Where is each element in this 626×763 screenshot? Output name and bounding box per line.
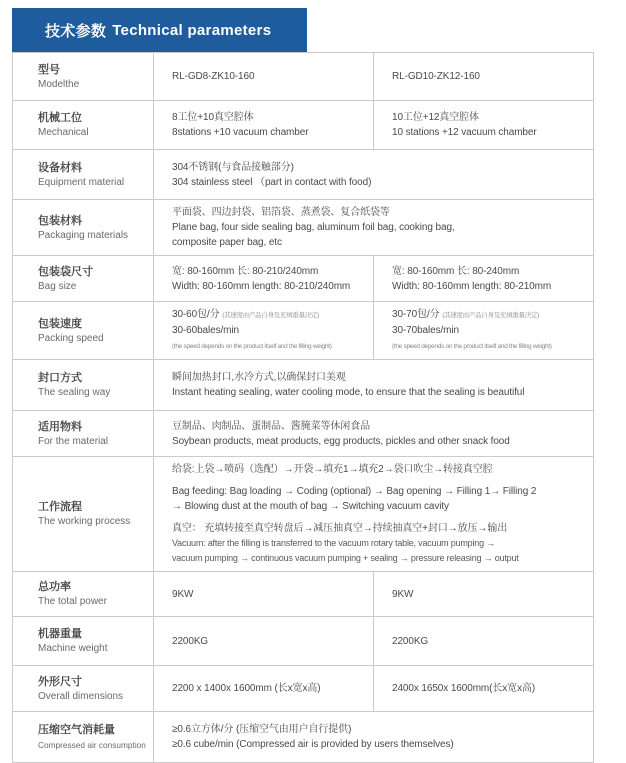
row-label <box>13 666 153 711</box>
row-label-cn: 外形尺寸 <box>38 675 82 688</box>
value-line: 9KW <box>392 588 414 600</box>
row-label <box>13 302 153 359</box>
section-header <box>12 8 307 52</box>
row-label-en: Modelthe <box>38 78 80 90</box>
table-row <box>13 199 593 255</box>
row-value-cell <box>153 302 373 359</box>
value-line: 30-70bales/min <box>392 325 459 336</box>
table-row <box>13 301 593 359</box>
table-row <box>13 711 593 762</box>
row-value-cell <box>153 101 373 149</box>
row-label-en: Packing speed <box>38 332 104 344</box>
table-row <box>13 359 593 410</box>
table-row <box>13 255 593 301</box>
value-line: 豆制品、肉制品、蛋制品、酱腌菜等休闲食品 <box>172 420 370 432</box>
row-value-cell <box>153 712 593 762</box>
row-value-cell <box>153 572 373 616</box>
row-label-cn: 总功率 <box>38 581 71 593</box>
value-line: vacuum pumping → continuous vacuum pumping + sealing → pressure releasing → output <box>172 553 519 563</box>
value-line: 30-60包/分 (其速度由产品自身及充填重量决定) <box>172 309 319 320</box>
value-line: 304 stainless steel （part in contact with food) <box>172 176 372 188</box>
row-value-cell <box>373 101 593 149</box>
value-line: 2200KG <box>172 635 209 647</box>
value-line: Width: 80-160mm length: 80-210mm <box>392 280 552 292</box>
value-line: 304不锈钢(与食品接触部分) <box>172 161 294 173</box>
row-label-cn: 包装袋尺寸 <box>38 265 93 278</box>
value-line: 8stations +10 vacuum chamber <box>172 127 309 138</box>
row-label <box>13 256 153 301</box>
row-value-cell <box>373 572 593 616</box>
table-row <box>13 149 593 199</box>
value-line: 30-60bales/min <box>172 325 239 336</box>
value-line: 宽: 80-160mm 长: 80-240mm <box>392 265 520 277</box>
row-label <box>13 712 153 762</box>
row-label-cn: 机器重量 <box>38 628 82 640</box>
row-label-en: Machine weight <box>38 643 108 654</box>
row-label <box>13 617 153 665</box>
row-label-cn: 型号 <box>38 63 60 76</box>
value-line: 10 stations +12 vacuum chamber <box>392 127 537 138</box>
row-value-cell <box>153 666 373 711</box>
value-line: 8工位+10真空腔体 <box>172 112 254 123</box>
row-value-cell <box>373 617 593 665</box>
row-label-cn: 机械工位 <box>38 112 82 124</box>
value-line: 10工位+12真空腔体 <box>392 112 479 123</box>
value-line: RL-GD10-ZK12-160 <box>392 71 480 82</box>
table-row <box>13 456 593 571</box>
technical-parameters-table <box>12 52 594 763</box>
row-label <box>13 572 153 616</box>
row-label-cn: 包装速度 <box>38 317 82 330</box>
row-value-cell <box>373 53 593 100</box>
table-row <box>13 53 593 100</box>
row-value-cell <box>153 360 593 410</box>
row-value-cell <box>153 200 593 255</box>
table-row <box>13 665 593 711</box>
value-line: 2200KG <box>392 635 429 647</box>
row-label-en: Packaging materials <box>38 229 129 241</box>
table-row <box>13 616 593 665</box>
row-label <box>13 457 153 571</box>
value-line: (the speed depends on the product itself and the filling weight) <box>172 343 332 350</box>
section-title-en: Technical parameters <box>112 21 272 39</box>
row-label <box>13 101 153 149</box>
value-line: 宽: 80-160mm 长: 80-210/240mm <box>172 265 319 277</box>
value-line: → Blowing dust at the mouth of bag → Switching vacuum cavity <box>172 501 449 512</box>
value-line: Bag feeding: Bag loading → Coding (optional) → Bag opening → Filling 1→ Filling 2 <box>172 486 537 497</box>
value-line: Soybean products, meat products, egg products, pickles and other snack food <box>172 435 510 447</box>
value-line: 2200 x 1400x 1600mm (长x宽x高) <box>172 683 321 694</box>
row-value-cell <box>153 617 373 665</box>
row-label-en: The working process <box>38 516 131 527</box>
row-value-cell <box>153 256 373 301</box>
row-label-cn: 适用物料 <box>38 420 82 433</box>
value-line: (the speed depends on the product itself and the filling weight) <box>392 343 552 350</box>
row-value-cell <box>153 457 593 571</box>
value-line: ≥0.6立方体/分 (压缩空气由用户自行提供) <box>172 724 352 735</box>
row-label-en: The total power <box>38 596 107 607</box>
row-label <box>13 150 153 199</box>
row-label <box>13 411 153 456</box>
value-line: ≥0.6 cube/min (Compressed air is provided by users themselves) <box>172 739 454 750</box>
value-line: 30-70包/分 (其速度由产品自身及充填重量决定) <box>392 309 539 320</box>
row-label-en: For the material <box>38 435 109 447</box>
table-row <box>13 410 593 456</box>
row-label-en: Bag size <box>38 280 77 292</box>
value-line: Plane bag, four side sealing bag, aluminum foil bag, cooking bag, <box>172 222 455 233</box>
value-line: 2400x 1650x 1600mm(长x宽x高) <box>392 683 536 694</box>
row-value-cell <box>153 150 593 199</box>
row-value-cell <box>373 256 593 301</box>
value-line: 给袋:上袋→喷码（选配）→开袋→填充1→填充2→袋口吹尘→转接真空腔 <box>172 464 493 475</box>
row-label <box>13 360 153 410</box>
row-label-en: Compressed air consumption <box>38 740 146 750</box>
row-label-cn: 工作流程 <box>38 501 82 513</box>
row-value-cell <box>373 666 593 711</box>
row-label <box>13 53 153 100</box>
value-line: 瞬间加热封口,水冷方式,以确保封口美观 <box>172 372 346 383</box>
row-label-en: The sealing way <box>38 387 111 398</box>
row-label-en: Mechanical <box>38 127 89 138</box>
value-line: RL-GD8-ZK10-160 <box>172 71 255 82</box>
value-line: Vacuum: after the filling is transferred to the vacuum rotary table, vacuum pumping → <box>172 538 495 548</box>
row-label-en: Equipment material <box>38 176 125 188</box>
row-value-cell <box>373 302 593 359</box>
row-label-cn: 封口方式 <box>38 372 82 384</box>
value-line: 9KW <box>172 588 194 600</box>
table-row <box>13 571 593 616</box>
section-title-cn: 技术参数 <box>45 22 107 40</box>
row-label-cn: 包装材料 <box>38 214 82 227</box>
row-label <box>13 200 153 255</box>
row-label-cn: 压缩空气消耗量 <box>38 724 115 736</box>
row-label-en: Overall dimensions <box>38 690 124 702</box>
value-line: 真空： 充填转接至真空转盘后→减压抽真空→持续抽真空+封口→放压→输出 <box>172 523 508 534</box>
row-label-cn: 设备材料 <box>38 161 82 174</box>
value-line: composite paper bag, etc <box>172 237 282 248</box>
value-line: 平面袋、四边封袋、铝箔袋、蒸煮袋、复合纸袋等 <box>172 207 390 218</box>
row-value-cell <box>153 411 593 456</box>
row-value-cell <box>153 53 373 100</box>
value-line: Width: 80-160mm length: 80-210/240mm <box>172 280 351 292</box>
value-line: Instant heating sealing, water cooling mode, to ensure that the sealing is beautiful <box>172 387 525 398</box>
table-row <box>13 100 593 149</box>
